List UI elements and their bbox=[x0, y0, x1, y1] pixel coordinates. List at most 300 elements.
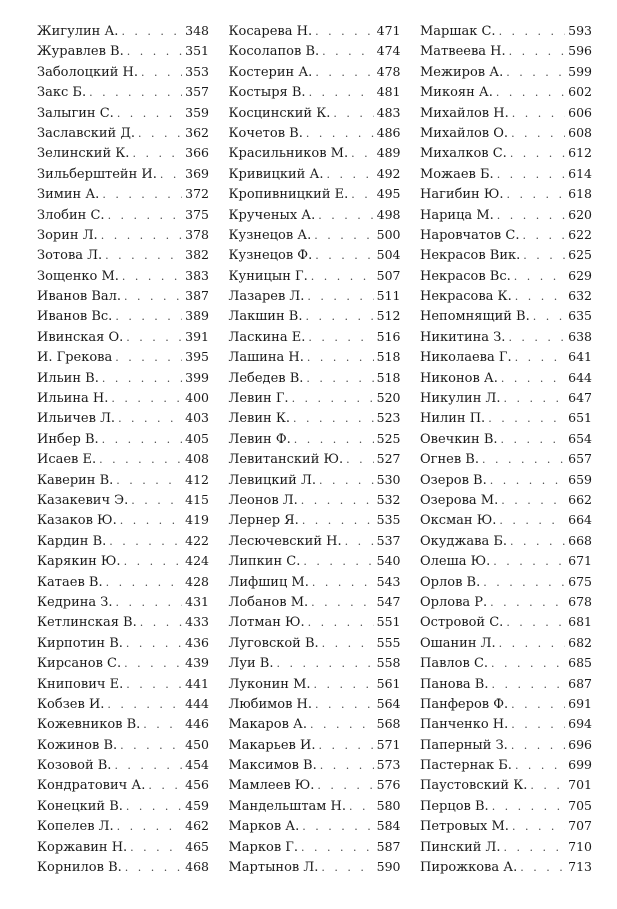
entry-author-name: Пирожкова А. bbox=[420, 860, 518, 876]
index-entry bbox=[37, 796, 209, 816]
entry-page-number: 369 bbox=[185, 165, 209, 181]
index-entry bbox=[420, 286, 592, 306]
index-entry bbox=[420, 205, 592, 225]
dot-leader bbox=[106, 573, 183, 593]
entry-author-name: Косолапов В. bbox=[228, 44, 320, 60]
index-entry bbox=[420, 714, 592, 734]
dot-leader bbox=[125, 858, 182, 878]
entry-author-name: Маршак С. bbox=[420, 24, 496, 39]
dot-leader bbox=[346, 450, 373, 470]
index-entry bbox=[420, 368, 592, 388]
dot-leader bbox=[131, 491, 182, 511]
entry-page-number: 571 bbox=[376, 736, 401, 752]
entry-author-name: Ошанин Л. bbox=[420, 635, 496, 651]
entry-author-name: Левитанский Ю. bbox=[228, 452, 344, 468]
entry-page-number: 359 bbox=[185, 104, 209, 120]
dot-leader bbox=[293, 409, 374, 429]
entry-author-name: Заболоцкий Н. bbox=[37, 64, 139, 80]
index-entry bbox=[420, 347, 592, 367]
index-entry bbox=[37, 572, 209, 592]
entry-author-name: Левин Ф. bbox=[228, 431, 291, 447]
dot-leader bbox=[314, 226, 373, 246]
dot-leader bbox=[496, 83, 565, 103]
entry-author-name: Липкин С. bbox=[228, 554, 301, 570]
dot-leader bbox=[514, 267, 565, 287]
index-entry bbox=[229, 306, 401, 326]
dot-leader bbox=[107, 695, 182, 715]
dot-leader bbox=[311, 593, 374, 613]
entry-page-number: 555 bbox=[376, 634, 401, 650]
index-entry bbox=[37, 266, 209, 286]
dot-leader bbox=[102, 369, 182, 389]
entry-author-name: Озеров В. bbox=[420, 472, 487, 488]
index-entry bbox=[420, 735, 592, 755]
index-entry bbox=[420, 225, 592, 245]
entry-author-name: Заславский Д. bbox=[37, 125, 136, 141]
entry-author-name: Лашина Н. bbox=[228, 350, 304, 366]
entry-page-number: 584 bbox=[376, 818, 401, 834]
index-entry bbox=[229, 592, 401, 612]
entry-author-name: Пастернак Б. bbox=[420, 758, 512, 774]
entry-author-name: Микоян А. bbox=[420, 85, 493, 101]
entry-page-number: 678 bbox=[568, 593, 592, 609]
index-entry bbox=[229, 408, 401, 428]
index-entry bbox=[37, 551, 209, 571]
entry-author-name: Орлов В. bbox=[420, 574, 481, 590]
entry-page-number: 551 bbox=[376, 614, 401, 630]
entry-author-name: Петровых М. bbox=[420, 819, 509, 835]
index-entry bbox=[420, 816, 592, 836]
dot-leader bbox=[127, 42, 182, 62]
entry-author-name: Книпович Е. bbox=[37, 676, 124, 692]
dot-leader bbox=[320, 756, 374, 776]
dot-leader bbox=[315, 246, 373, 266]
entry-author-name: Можаев Б. bbox=[420, 166, 494, 182]
dot-leader bbox=[101, 226, 182, 246]
entry-author-name: Залыгин С. bbox=[37, 105, 114, 121]
index-entry bbox=[229, 347, 401, 367]
dot-leader bbox=[126, 675, 182, 695]
index-entry bbox=[37, 245, 209, 265]
index-column-2 bbox=[229, 21, 401, 877]
entry-author-name: Казаков Ю. bbox=[37, 513, 117, 529]
entry-page-number: 523 bbox=[376, 410, 401, 426]
dot-leader bbox=[501, 369, 565, 389]
entry-author-name: Красильников М. bbox=[228, 146, 349, 162]
entry-author-name: Зорин Л. bbox=[37, 227, 98, 243]
dot-leader bbox=[309, 83, 374, 103]
entry-author-name: Никулин Л. bbox=[420, 391, 501, 407]
index-entry bbox=[420, 266, 592, 286]
index-entry bbox=[229, 510, 401, 530]
index-entry bbox=[37, 837, 209, 857]
dot-leader bbox=[326, 165, 373, 185]
entry-author-name: Ласкина Е. bbox=[228, 329, 306, 345]
entry-page-number: 632 bbox=[568, 288, 592, 304]
entry-author-name: Костерин А. bbox=[228, 64, 313, 80]
entry-author-name: Каверин В. bbox=[37, 472, 114, 488]
entry-author-name: Орлова Р. bbox=[420, 594, 488, 610]
entry-page-number: 465 bbox=[185, 838, 209, 854]
dot-leader bbox=[314, 675, 374, 695]
index-entry bbox=[229, 796, 401, 816]
entry-author-name: Иванов Вс. bbox=[37, 309, 113, 325]
dot-leader bbox=[515, 756, 565, 776]
dot-leader bbox=[115, 348, 182, 368]
entry-page-number: 419 bbox=[185, 512, 209, 528]
dot-leader bbox=[148, 776, 182, 796]
entry-page-number: 357 bbox=[185, 84, 209, 100]
dot-leader bbox=[111, 389, 182, 409]
dot-leader bbox=[492, 797, 565, 817]
entry-page-number: 558 bbox=[376, 655, 401, 671]
entry-page-number: 489 bbox=[376, 145, 401, 161]
dot-leader bbox=[141, 63, 182, 83]
index-entry bbox=[229, 857, 401, 877]
index-entry bbox=[37, 735, 209, 755]
entry-page-number: 387 bbox=[185, 288, 209, 304]
dot-leader bbox=[102, 185, 182, 205]
entry-author-name: Никитина З. bbox=[420, 329, 506, 345]
entry-author-name: Луи В. bbox=[228, 656, 274, 672]
dot-leader bbox=[490, 593, 565, 613]
entry-author-name: Кирсанов С. bbox=[37, 656, 122, 672]
entry-author-name: Ильин В. bbox=[37, 370, 99, 386]
index-entry bbox=[229, 266, 401, 286]
entry-page-number: 415 bbox=[185, 491, 209, 507]
entry-author-name: Кардин В. bbox=[37, 533, 107, 549]
entry-page-number: 462 bbox=[185, 818, 209, 834]
entry-author-name: Оксман Ю. bbox=[420, 513, 497, 529]
entry-author-name: Паперный З. bbox=[420, 737, 508, 753]
entry-page-number: 433 bbox=[185, 614, 209, 630]
entry-author-name: Кирпотин В. bbox=[37, 635, 123, 651]
entry-author-name: Мамлеев Ю. bbox=[228, 778, 315, 794]
index-entry bbox=[37, 408, 209, 428]
dot-leader bbox=[510, 144, 565, 164]
entry-author-name: Кожинов В. bbox=[37, 737, 118, 753]
dot-leader bbox=[116, 593, 183, 613]
entry-page-number: 675 bbox=[568, 573, 592, 589]
entry-page-number: 537 bbox=[376, 532, 401, 548]
entry-page-number: 662 bbox=[568, 491, 592, 507]
entry-page-number: 353 bbox=[185, 63, 209, 79]
entry-author-name: Крученых А. bbox=[228, 207, 316, 223]
dot-leader bbox=[493, 552, 565, 572]
entry-page-number: 580 bbox=[376, 797, 401, 813]
entry-author-name: Журавлев В. bbox=[37, 44, 124, 60]
dot-leader bbox=[483, 573, 565, 593]
index-entry bbox=[420, 694, 592, 714]
entry-author-name: Леонов Л. bbox=[228, 492, 298, 508]
entry-page-number: 629 bbox=[568, 267, 592, 283]
entry-author-name: Левин К. bbox=[228, 411, 291, 427]
entry-page-number: 612 bbox=[568, 145, 592, 161]
index-entry bbox=[420, 674, 592, 694]
entry-author-name: Конецкий В. bbox=[37, 798, 123, 814]
entry-author-name: Лотман Ю. bbox=[228, 615, 305, 631]
index-entry bbox=[37, 531, 209, 551]
entry-author-name: Лернер Я. bbox=[228, 513, 299, 529]
entry-page-number: 456 bbox=[185, 777, 209, 793]
dot-leader bbox=[143, 715, 182, 735]
entry-page-number: 383 bbox=[185, 267, 209, 283]
index-entry bbox=[420, 408, 592, 428]
entry-author-name: Казакевич Э. bbox=[37, 492, 129, 508]
dot-leader bbox=[491, 675, 565, 695]
index-entry bbox=[229, 286, 401, 306]
entry-page-number: 713 bbox=[568, 859, 592, 875]
index-entry bbox=[229, 490, 401, 510]
index-entry bbox=[229, 837, 401, 857]
index-entry bbox=[420, 82, 592, 102]
entry-author-name: Кобзев И. bbox=[37, 696, 105, 712]
dot-leader bbox=[503, 389, 565, 409]
dot-leader bbox=[322, 42, 374, 62]
dot-leader bbox=[306, 124, 374, 144]
entry-author-name: Некрасов Вс. bbox=[420, 268, 511, 284]
entry-author-name: Панова В. bbox=[420, 676, 489, 692]
dot-leader bbox=[511, 124, 565, 144]
dot-leader bbox=[301, 491, 374, 511]
dot-leader bbox=[310, 715, 374, 735]
index-entry bbox=[37, 857, 209, 877]
index-entry bbox=[37, 225, 209, 245]
dot-leader bbox=[318, 206, 373, 226]
dot-leader bbox=[488, 409, 565, 429]
entry-page-number: 516 bbox=[376, 328, 401, 344]
entry-page-number: 441 bbox=[185, 675, 209, 691]
dot-leader bbox=[120, 736, 182, 756]
entry-page-number: 576 bbox=[376, 777, 401, 793]
entry-page-number: 543 bbox=[376, 573, 401, 589]
index-entry bbox=[420, 245, 592, 265]
entry-author-name: Кедрина З. bbox=[37, 594, 113, 610]
dot-leader bbox=[120, 511, 182, 531]
entry-author-name: Козовой В. bbox=[37, 758, 112, 774]
entry-page-number: 362 bbox=[185, 124, 209, 140]
index-entry bbox=[37, 82, 209, 102]
entry-page-number: 593 bbox=[568, 23, 592, 38]
entry-author-name: Карякин Ю. bbox=[37, 554, 121, 570]
entry-page-number: 671 bbox=[568, 553, 592, 569]
entry-page-number: 618 bbox=[568, 186, 592, 202]
entry-page-number: 681 bbox=[568, 614, 592, 630]
dot-leader bbox=[307, 287, 373, 307]
entry-page-number: 454 bbox=[185, 757, 209, 773]
entry-author-name: Николаева Г. bbox=[420, 350, 512, 366]
entry-page-number: 495 bbox=[376, 186, 401, 202]
index-entry bbox=[420, 21, 592, 41]
entry-author-name: Овечкин В. bbox=[420, 431, 498, 447]
dot-leader bbox=[315, 695, 374, 715]
entry-author-name: Лесючевский Н. bbox=[228, 533, 342, 549]
entry-author-name: Зотова Л. bbox=[37, 248, 103, 264]
entry-page-number: 596 bbox=[568, 43, 592, 59]
entry-author-name: Зильберштейн И. bbox=[37, 166, 157, 182]
dot-leader bbox=[508, 328, 565, 348]
dot-leader bbox=[499, 634, 566, 654]
index-entry bbox=[37, 592, 209, 612]
dot-leader bbox=[506, 63, 565, 83]
entry-page-number: 651 bbox=[568, 410, 592, 426]
dot-leader bbox=[102, 430, 182, 450]
dot-leader bbox=[504, 838, 566, 858]
dot-leader bbox=[122, 267, 182, 287]
index-entry bbox=[229, 62, 401, 82]
index-page bbox=[37, 21, 592, 877]
entry-page-number: 530 bbox=[376, 471, 401, 487]
entry-page-number: 446 bbox=[185, 716, 209, 732]
index-entry bbox=[229, 103, 401, 123]
dot-leader bbox=[312, 573, 374, 593]
entry-author-name: Панченко Н. bbox=[420, 717, 509, 733]
entry-author-name: Инбер В. bbox=[37, 431, 99, 447]
entry-page-number: 710 bbox=[568, 838, 592, 854]
entry-author-name: Некрасова К. bbox=[420, 289, 512, 305]
entry-page-number: 699 bbox=[568, 757, 592, 773]
entry-author-name: Косцинский К. bbox=[228, 105, 331, 121]
index-entry bbox=[229, 449, 401, 469]
entry-page-number: 620 bbox=[568, 206, 592, 222]
dot-leader bbox=[482, 450, 565, 470]
entry-author-name: И. Грекова bbox=[37, 350, 113, 366]
dot-leader bbox=[130, 838, 182, 858]
entry-page-number: 590 bbox=[376, 859, 401, 875]
dot-leader bbox=[515, 348, 566, 368]
entry-page-number: 378 bbox=[185, 226, 209, 242]
entry-author-name: Перцов В. bbox=[420, 798, 489, 814]
index-entry bbox=[229, 41, 401, 61]
entry-author-name: Максимов В. bbox=[228, 758, 317, 774]
index-entry bbox=[229, 184, 401, 204]
entry-author-name: Пинский Л. bbox=[420, 839, 501, 855]
entry-author-name: Огнев В. bbox=[420, 452, 479, 468]
entry-author-name: Кузнецов Ф. bbox=[228, 248, 313, 264]
dot-leader bbox=[114, 756, 182, 776]
dot-leader bbox=[523, 246, 565, 266]
entry-page-number: 659 bbox=[568, 471, 592, 487]
entry-author-name: Кожевников В. bbox=[37, 717, 141, 733]
entry-page-number: 561 bbox=[376, 675, 401, 691]
entry-author-name: Левицкий Л. bbox=[228, 472, 316, 488]
index-entry bbox=[229, 388, 401, 408]
dot-leader bbox=[109, 532, 182, 552]
index-entry bbox=[229, 327, 401, 347]
entry-page-number: 518 bbox=[376, 349, 401, 365]
index-entry bbox=[37, 755, 209, 775]
dot-leader bbox=[349, 797, 374, 817]
entry-author-name: Коржавин Н. bbox=[37, 839, 128, 855]
index-entry bbox=[37, 612, 209, 632]
entry-page-number: 654 bbox=[568, 430, 592, 446]
entry-page-number: 602 bbox=[568, 84, 592, 100]
dot-leader bbox=[530, 776, 565, 796]
index-entry bbox=[229, 633, 401, 653]
dot-leader bbox=[276, 654, 373, 674]
index-entry bbox=[420, 123, 592, 143]
index-entry bbox=[420, 184, 592, 204]
entry-page-number: 450 bbox=[185, 736, 209, 752]
index-entry bbox=[229, 653, 401, 673]
entry-author-name: Левин Г. bbox=[228, 391, 289, 407]
index-entry bbox=[229, 714, 401, 734]
entry-author-name: Корнилов В. bbox=[37, 860, 122, 876]
entry-page-number: 635 bbox=[568, 308, 592, 324]
dot-leader bbox=[118, 409, 182, 429]
dot-leader bbox=[303, 552, 373, 572]
dot-leader bbox=[108, 206, 183, 226]
index-entry bbox=[229, 735, 401, 755]
index-entry bbox=[420, 837, 592, 857]
entry-page-number: 372 bbox=[185, 186, 209, 202]
index-entry bbox=[37, 775, 209, 795]
entry-page-number: 687 bbox=[568, 675, 592, 691]
dot-leader bbox=[491, 654, 565, 674]
index-entry bbox=[229, 21, 401, 41]
entry-page-number: 573 bbox=[376, 757, 401, 773]
entry-author-name: Марков Г. bbox=[228, 839, 299, 855]
entry-page-number: 511 bbox=[376, 288, 401, 304]
dot-leader bbox=[124, 654, 182, 674]
index-entry bbox=[229, 164, 401, 184]
entry-page-number: 483 bbox=[376, 104, 401, 120]
entry-page-number: 351 bbox=[185, 43, 209, 59]
index-entry bbox=[420, 572, 592, 592]
index-entry bbox=[420, 41, 592, 61]
dot-leader bbox=[115, 307, 182, 327]
entry-page-number: 468 bbox=[185, 859, 209, 875]
index-column-1 bbox=[37, 21, 209, 877]
entry-author-name: Наровчатов С. bbox=[420, 227, 520, 243]
index-entry bbox=[37, 368, 209, 388]
dot-leader bbox=[351, 144, 374, 164]
entry-page-number: 532 bbox=[376, 491, 401, 507]
entry-page-number: 395 bbox=[185, 349, 209, 365]
index-entry bbox=[229, 775, 401, 795]
entry-author-name: Лифшиц М. bbox=[228, 574, 309, 590]
dot-leader bbox=[294, 430, 374, 450]
entry-author-name: Павлов С. bbox=[420, 656, 489, 672]
index-entry bbox=[229, 612, 401, 632]
index-entry bbox=[420, 103, 592, 123]
entry-page-number: 444 bbox=[185, 695, 209, 711]
index-entry bbox=[37, 449, 209, 469]
index-entry bbox=[229, 531, 401, 551]
entry-author-name: Закс Б. bbox=[37, 85, 87, 101]
entry-page-number: 389 bbox=[185, 308, 209, 324]
dot-leader bbox=[132, 144, 182, 164]
entry-author-name: Лобанов М. bbox=[228, 594, 309, 610]
dot-leader bbox=[520, 858, 565, 878]
entry-page-number: 474 bbox=[376, 43, 401, 59]
entry-author-name: Макаров А. bbox=[228, 717, 308, 733]
dot-leader bbox=[138, 124, 182, 144]
dot-leader bbox=[308, 328, 373, 348]
entry-author-name: Куницын Г. bbox=[228, 268, 308, 284]
entry-author-name: Паустовский К. bbox=[420, 778, 528, 794]
entry-page-number: 405 bbox=[185, 430, 209, 446]
dot-leader bbox=[302, 511, 374, 531]
dot-leader bbox=[307, 348, 374, 368]
entry-page-number: 622 bbox=[568, 226, 592, 242]
entry-author-name: Мартынов Л. bbox=[228, 860, 319, 876]
index-entry bbox=[420, 327, 592, 347]
entry-page-number: 694 bbox=[568, 716, 592, 732]
entry-author-name: Окуджава Б. bbox=[420, 533, 508, 549]
index-entry bbox=[229, 225, 401, 245]
entry-page-number: 664 bbox=[568, 512, 592, 528]
